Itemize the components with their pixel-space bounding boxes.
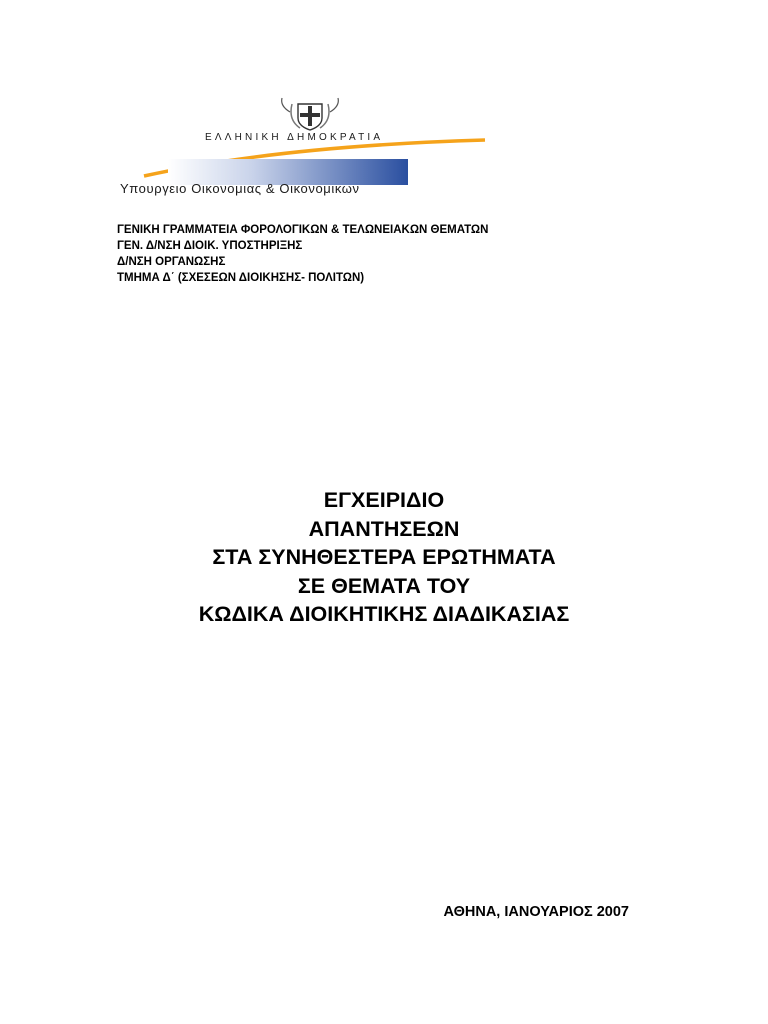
title-line: ΣΕ ΘΕΜΑΤΑ ΤΟΥ (297, 573, 471, 598)
department-header (117, 222, 488, 286)
title-line: ΚΩΔΙΚΑ ΔΙΟΙΚΗΤΙΚΗΣ ΔΙΑΔΙΚΑΣΙΑΣ (198, 602, 570, 626)
document-title (0, 486, 768, 629)
place-and-date: ΑΘΗΝΑ, ΙΑΝΟΥΑΡΙΟΣ 2007 (443, 904, 629, 920)
logo-republic-text: ΕΛΛΗΝΙΚΗ ΔΗΜΟΚΡΑΤΙΑ (205, 132, 384, 143)
header-line: Δ/ΝΣΗ ΟΡΓΑΝΩΣΗΣ (117, 256, 226, 268)
logo-ministry-text: Υπουργειο Οικονομιας & Οικονομικων (120, 181, 360, 196)
title-line: ΑΠΑΝΤΗΣΕΩΝ (308, 516, 460, 541)
header-line: ΤΜΗΜΑ Δ΄ (ΣΧΕΣΕΩΝ ΔΙΟΙΚΗΣΗΣ- ΠΟΛΙΤΩΝ) (117, 272, 365, 284)
ministry-logo (120, 96, 490, 206)
header-line: ΓΕΝ. Δ/ΝΣΗ ΔΙΟΙΚ. ΥΠΟΣΤΗΡΙΞΗΣ (117, 240, 303, 252)
title-line: ΕΓΧΕΙΡΙΔΙΟ (323, 488, 445, 512)
coat-of-arms-icon (282, 98, 339, 130)
title-line: ΣΤΑ ΣΥΝΗΘΕΣΤΕΡΑ ΕΡΩΤΗΜΑΤΑ (212, 545, 556, 569)
header-line: ΓΕΝΙΚΗ ΓΡΑΜΜΑΤΕΙΑ ΦΟΡΟΛΟΓΙΚΩΝ & ΤΕΛΩΝΕΙΑΚΩΝ ΘΕΜΑΤΩΝ (117, 224, 489, 236)
